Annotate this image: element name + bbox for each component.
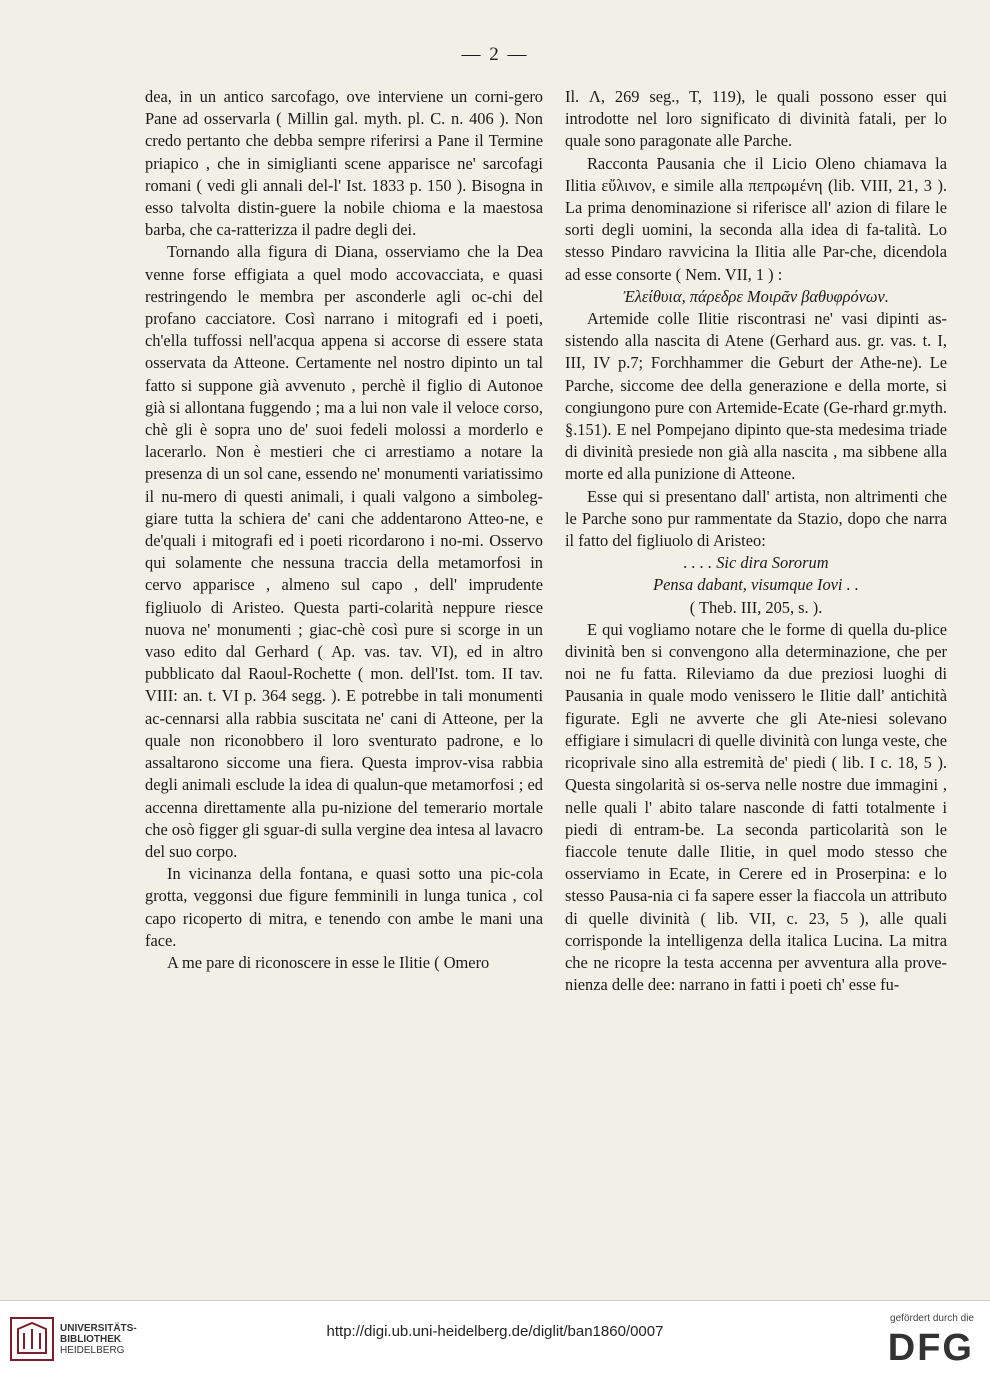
paragraph: E qui vogliamo notare che le forme di quella du-plice divinità ben si convengono alla determinazione, che per noi ne fu fatta. Rileviamo da due preziosi luoghi di Pausania in quale modo venissero le Ilitie dall' antichità figurate. Egli ne avverte che gli Ate-niesi solevano effigiare i simulacri di quelle divinità con lunga veste, che ricoprivale sino alla estremità de' piedi ( lib. I c. 18, 5 ). Questa singolarità si os-serva nelle nostre due immagini , nelle quali l' abito talare nasconde di fatti totalmente i piedi di entram-be. La seconda particolarità son le fiaccole tenute dalle Ilitie, in quel modo stesso che osserviamo in Ecate, in Cerere ed in Proserpina: e lo stesso Pausa-nia ci fa sapere esser la fiaccola un attributo di quelle divinità ( lib. VII, c. 23, 5 ), alle quali corrisponde la intelligenza della italica Lucina. La mitra che ne ricopre la testa accenna per avventura alla prove-nienza delle dee: narrano in fatti i poeti ch' esse fu-	[565, 619, 947, 995]
paragraph: Esse qui si presentano dall' artista, non altrimenti che le Parche sono pur rammentate da Stazio, dopo che narra il fatto del figliuolo di Aristeo:	[565, 486, 947, 551]
university-line: HEIDELBERG	[60, 1345, 125, 1356]
right-column	[565, 86, 947, 996]
left-column	[145, 86, 543, 974]
source-url-link[interactable]: http://digi.ub.uni-heidelberg.de/diglit/ban1860/0007	[326, 1323, 664, 1340]
paragraph: A me pare di riconoscere in esse le Ilitie ( Omero	[167, 952, 490, 972]
sponsor-caption: gefördert durch die	[890, 1313, 974, 1324]
university-line: UNIVERSITÄTS-	[60, 1323, 137, 1334]
university-line: BIBLIOTHEK	[60, 1334, 122, 1345]
paragraph: dea, in un antico sarcofago, ove interviene un corni-gero Pane ad osservarla ( Millin gal. myth. pl. C. n. 406 ). Non credo pertanto che debba sempre riferirsi a Pane il Termine priapico , che in simiglianti scene apparisce ne' sarcofagi romani ( vedi gli annali del-l' Ist. 1833 p. 150 ). Bisogna in esso talvolta distin-guere la nobile chioma e la maestosa barba, che ca-ratterizza il padre degli dei.	[145, 87, 543, 240]
latin-quote-line: Pensa dabant, visumque Iovi . .	[653, 575, 859, 595]
footer-bar	[0, 1300, 990, 1379]
paragraph: Tornando alla figura di Diana, osserviamo che la Dea venne forse effigiata a quel modo accovacciata, e quasi restringendo le membra per asconderle agli oc-chi del profano cacciatore. Così narrano i mitografi ed i poeti, ch'ella tuffossi nell'acqua appena si accorse di essere stata osservata da Atteone. Certamente nel nostro dipinto un tal fatto si suppone già avvenuto , perchè il figlio di Autonoe già si allontana fuggendo ; ma a lui non vale il veloce corso, chè gli è sopra uno de' suoi fedeli molossi a morderlo e lacerarlo. Non è mestieri che ci arrestiamo a notare la presenza di un sol cane, essendo ne' monumenti variatissimo il nu-mero di questi animali, i quali valgono a simboleg-giare tutta la schiera de' cani che addentarono Atteo-ne, e de'quali i mitografi ed i poeti ricordarono i no-mi. Osservo qui solamente che nessuna traccia della metamorfosi in cervo apparisce , almeno sul capo , dell' imprudente figliuolo di Aristeo. Questa parti-colarità neppure riesce nuova ne' monumenti ; giac-chè così pure si scorge in un vaso edito dal Gerhard ( Ap. vas. tav. VI), ed in altro pubblicato dal Raoul-Rochette ( mon. dell'Ist. tom. II tav. VIII: an. t. VI p. 364 segg. ). E potrebbe in tali monumenti ac-cennarsi alla rabbia suscitata ne' cani di Atteone, per la quale non riconobbero il loro sventurato padrone, e lo assaltarono siccome una fiera. Questa improv-visa rabbia degli animali esclude la idea di qualun-que metamorfosi ; ed accenna direttamente alla pu-nizione del temerario mortale che osò figger gli sguar-di sulla vergine dea intesa al lavacro del suo corpo.	[145, 242, 543, 861]
paragraph: Racconta Pausania che il Licio Oleno chiamava la Ilitia εὔλινον, e simile alla πεπρωμένη (lib. VIII, 21, 3 ). La prima denominazione si riferisce all' azion di filare le sorti degli uomini, la seconda alla idea di fa-talità. Lo stesso Pindaro ravvicina la Ilitia alle Par-che, dicendola ad esse consorte ( Nem. VII, 1 ) :	[565, 153, 947, 284]
page-number: — 2 —	[461, 44, 529, 65]
paragraph: In vicinanza della fontana, e quasi sotto una pic-cola grotta, veggonsi due figure femminili in lunga tunica , col capo ricoperto di mitra, e tenendo con ambe le mani una face.	[145, 864, 543, 950]
quote-citation: ( Theb. III, 205, s. ).	[689, 597, 823, 617]
greek-quote: Ἐλείθυια, πάρεδρε Μοιρᾶν βαθυφρόνων.	[623, 286, 889, 306]
latin-quote-line: . . . . Sic dira Sororum	[683, 553, 829, 573]
paragraph: Artemide colle Ilitie riscontrasi ne' vasi dipinti as-sistendo alla nascita di Atene (Gerhard aus. gr. vas. t. I, III, IV p.7; Forchhammer die Geburt der Athe-ne). Le Parche, siccome dee della generazione e della morte, si congiungono pure con Artemide-Ecate (Ge-rhard gr.myth. §.151). E nel Pompejano dipinto que-sta medesima triade di divinità presiede non già alla nascita , ma sibbene alla morte ed alla punizione di Atteone.	[565, 309, 947, 484]
dfg-logo: DFG	[887, 1327, 974, 1369]
paragraph: Il. Λ, 269 seg., T, 119), le quali possono esser qui introdotte nel loro significato di divinità fatali, per lo quale sono paragonate alle Parche.	[565, 87, 947, 151]
